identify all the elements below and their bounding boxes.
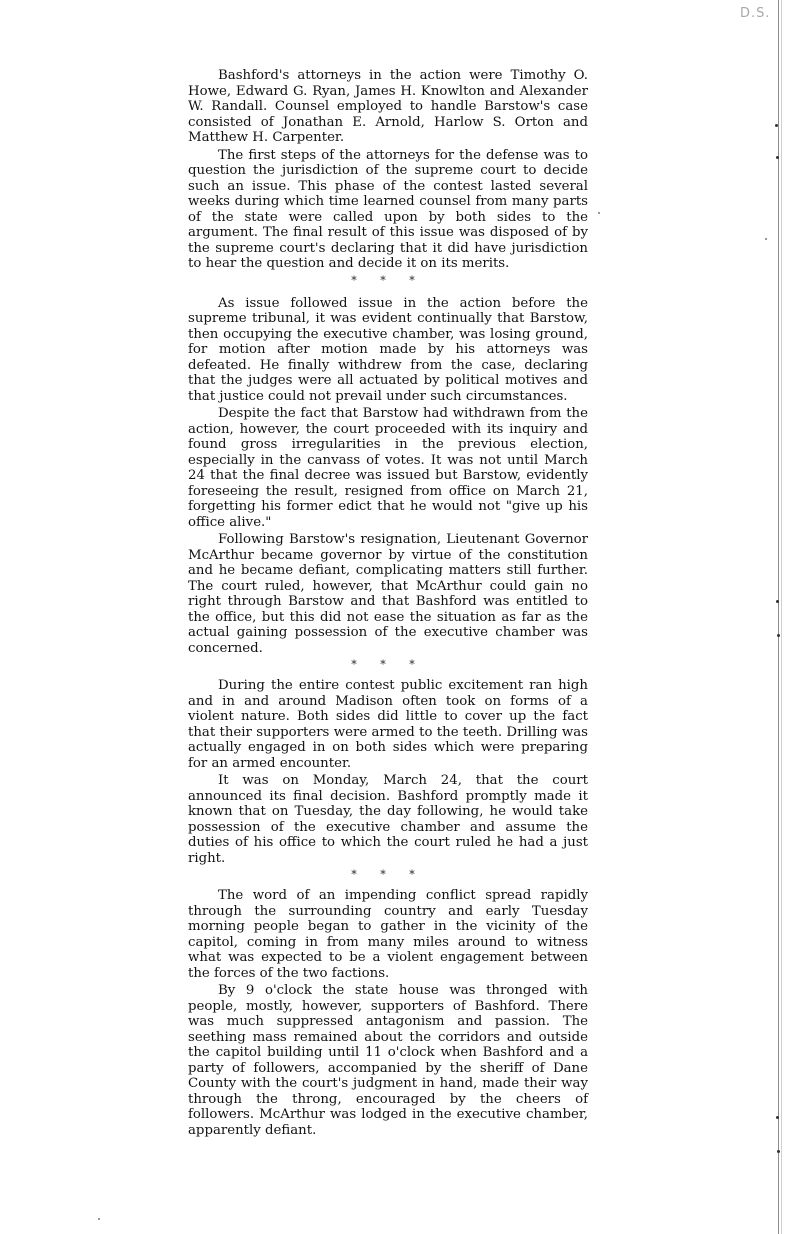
paragraph-state-house: By 9 o'clock the state house was thronged with people, mostly, however, supporters of Bashford. There was much suppressed antagonism and passion. The seething mass remained about the corridors and outside the capitol building until 11 o'clock when Bashford and a party of followers, accompanied by the sheriff of Dane County with the court's judgment in hand, made their way through the throng, encouraged by the cheers of followers. McArthur was lodged in the executive chamber, apparently defiant. [188,983,588,1138]
section-separator: * * * [351,868,425,881]
section-separator: * * * [351,658,425,671]
paragraph-attorneys: Bashford's attorneys in the action were Timothy O. Howe, Edward G. Ryan, James H. Knowlton and Alexander W. Randall. Counsel employed to handle Barstow's case consisted of Jonathan E. Arnold, Harlow S. Orton and Matthew H. Carpenter. [188,68,588,145]
paragraph-court-decision: It was on Monday, March 24, that the court announced its final decision. Bashford promptly made it known that on Tuesday, the day following, he would take possession of the executive chamber and assume the duties of his office to which the court ruled he had a just right. [188,773,588,866]
paragraph-final-decree: Despite the fact that Barstow had withdrawn from the action, however, the court proceeded with its inquiry and found gross irregularities in the previous election, especially in the canvass of votes. It was not until March 24 that the final decree was issued but Barstow, evidently foreseeing the result, resigned from office on March 21, forgetting his former edict that he would not "give up his office alive." [188,406,588,530]
page-edge-line [778,0,779,1234]
paragraph-mcarthur: Following Barstow's resignation, Lieutenant Governor McArthur became governor by virtue of the constitution and he became defiant, complicating matters still further. The court ruled, however, that McArthur could gain no right through Barstow and that Bashford was entitled to the office, but this did not ease the situation as far as the actual gaining possession of the executive chamber was concerned. [188,532,588,656]
corner-handwritten-mark: D.S. [740,6,771,21]
scan-speck [775,124,778,127]
page-edge-shadow [781,0,782,1234]
scan-speck [765,238,767,240]
section-separator: * * * [351,273,425,287]
paragraph-jurisdiction: The first steps of the attorneys for the defense was to question the jurisdiction of the supreme court to decide such an issue. This phase of the contest lasted several weeks during which time learned counsel from many parts of the state were called upon by both sides to the argument. The final result of this issue was disposed of by the supreme court's declaring that it did have jurisdiction to hear the question and decide it on its merits. [188,147,588,271]
paragraph-public-excitement: During the entire contest public excitement ran high and in and around Madison often took on forms of a violent nature. Both sides did little to cover up the fact that their supporters were armed to the teeth. Drilling was actually engaged in on both sides which were preparing for an armed encounter. [188,678,588,771]
article-column [188,68,588,1138]
scan-speck [776,1116,779,1119]
scan-speck [776,156,779,159]
scan-speck [776,600,779,603]
scan-speck [98,1218,100,1220]
paragraph-impending-conflict: The word of an impending conflict spread rapidly through the surrounding country and early Tuesday morning people began to gather in the vicinity of the capitol, coming in from many miles around to witness what was expected to be a violent engagement between the forces of the two factions. [188,888,588,981]
scan-speck [777,1150,780,1153]
paragraph-barstow-withdraws: As issue followed issue in the action before the supreme tribunal, it was evident continually that Barstow, then occupying the executive chamber, was losing ground, for motion after motion made by his attorneys was defeated. He finally withdrew from the case, declaring that the judges were all actuated by political motives and that justice could not prevail under such circumstances. [188,295,588,404]
scan-speck [598,212,600,214]
scan-speck [777,634,780,637]
